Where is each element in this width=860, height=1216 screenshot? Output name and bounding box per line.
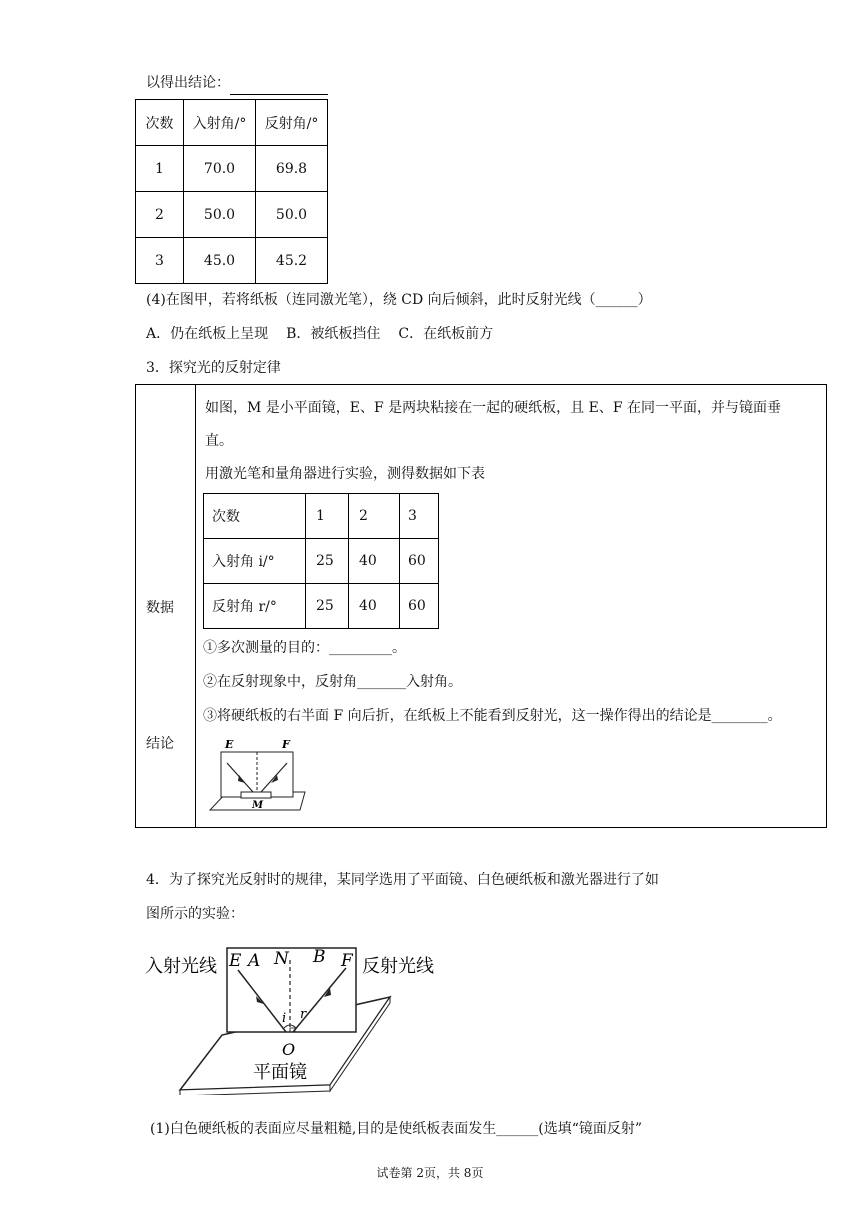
table-cell: 入射角 i/° bbox=[204, 539, 306, 584]
label-a: A bbox=[248, 951, 261, 971]
label-mirror: 平面镜 bbox=[253, 1062, 307, 1083]
table-cell: 45.0 bbox=[184, 238, 256, 284]
label-r: r bbox=[300, 1007, 307, 1022]
conclusion-prompt-text: 以得出结论： bbox=[146, 75, 230, 91]
option-c: C．在纸板前方 bbox=[398, 326, 494, 342]
label-i: i bbox=[282, 1011, 287, 1026]
table-cell: 25 bbox=[306, 539, 349, 584]
label-f: F bbox=[341, 951, 353, 971]
table-cell: 2 bbox=[349, 494, 400, 539]
conclusion-prompt bbox=[146, 72, 328, 95]
table-header-row bbox=[136, 100, 328, 146]
conclusion-2: ②在反射现象中，反射角_______入射角。 bbox=[203, 674, 462, 690]
table-row bbox=[204, 584, 439, 629]
table-row bbox=[136, 192, 328, 238]
table-cell: 50.0 bbox=[256, 192, 328, 238]
table-cell: 3 bbox=[136, 238, 184, 284]
table-cell: 60 bbox=[400, 584, 439, 629]
label-e: E bbox=[225, 738, 234, 751]
q3-data-table bbox=[203, 493, 439, 629]
table-cell: 60 bbox=[400, 539, 439, 584]
label-data: 数据 bbox=[146, 600, 174, 616]
table-cell: 50.0 bbox=[184, 192, 256, 238]
question-4-line2: 图所示的实验： bbox=[146, 906, 244, 922]
page-footer: 试卷第 2页，共 8页 bbox=[376, 1166, 484, 1180]
table-cell: 1 bbox=[306, 494, 349, 539]
label-e: E bbox=[229, 951, 242, 971]
table-header-cell: 次数 bbox=[136, 100, 184, 146]
label-conclusion: 结论 bbox=[146, 736, 174, 752]
option-b: B．被纸板挡住 bbox=[286, 326, 381, 342]
table-cell: 45.2 bbox=[256, 238, 328, 284]
label-reflected-ray: 反射光线 bbox=[362, 956, 434, 977]
table-row bbox=[136, 238, 328, 284]
q4-reflection-figure bbox=[140, 940, 450, 1095]
options-row bbox=[146, 323, 493, 345]
label-m: M bbox=[252, 800, 264, 811]
paperboard bbox=[227, 948, 356, 1032]
table-cell: 40 bbox=[349, 584, 400, 629]
table-cell: 反射角 r/° bbox=[204, 584, 306, 629]
conclusion-1: ①多次测量的目的：_________。 bbox=[203, 640, 406, 656]
question-3-title: 3．探究光的反射定律 bbox=[146, 360, 281, 376]
option-a: A．仍在纸板上呈现 bbox=[146, 326, 269, 342]
question-4-part-1: (1)白色硬纸板的表面应尽量粗糙,目的是使纸板表面发生______(选填“镜面反射” bbox=[150, 1121, 643, 1137]
q3-intro-line1: 如图，M 是小平面镜，E、F 是两块粘接在一起的硬纸板，且 E、F 在同一平面，并与镜面垂 bbox=[205, 400, 782, 416]
table-row bbox=[204, 494, 439, 539]
table-row bbox=[204, 539, 439, 584]
label-o: O bbox=[282, 1040, 296, 1059]
table-cell: 25 bbox=[306, 584, 349, 629]
q3-intro-line3: 用激光笔和量角器进行实验，测得数据如下表 bbox=[205, 466, 485, 482]
small-mirror bbox=[241, 792, 271, 798]
column-divider bbox=[195, 385, 196, 827]
label-n: N bbox=[274, 949, 289, 969]
table-cell: 70.0 bbox=[184, 146, 256, 192]
table-header-cell: 反射角/° bbox=[256, 100, 328, 146]
table-cell: 3 bbox=[400, 494, 439, 539]
q3-mirror-figure bbox=[205, 735, 309, 815]
conclusion-3: ③将硬纸板的右半面 F 向后折，在纸板上不能看到反射光，这一操作得出的结论是________。 bbox=[203, 708, 782, 724]
table-cell: 40 bbox=[349, 539, 400, 584]
question-4-line1: 4．为了探究光反射时的规律，某同学选用了平面镜、白色硬纸板和激光器进行了如 bbox=[146, 872, 659, 888]
label-b: B bbox=[313, 947, 326, 967]
answer-blank bbox=[230, 72, 328, 95]
label-f: F bbox=[282, 738, 290, 751]
q3-intro-line2: 直。 bbox=[205, 433, 233, 449]
table-cell: 次数 bbox=[204, 494, 306, 539]
table-cell: 2 bbox=[136, 192, 184, 238]
question-part-4: (4)在图甲，若将纸板（连同激光笔），绕 CD 向后倾斜，此时反射光线（______） bbox=[146, 292, 652, 308]
table-cell: 69.8 bbox=[256, 146, 328, 192]
label-incident-ray: 入射光线 bbox=[145, 956, 217, 977]
angle-data-table bbox=[135, 99, 328, 284]
table-cell: 1 bbox=[136, 146, 184, 192]
table-header-cell: 入射角/° bbox=[184, 100, 256, 146]
table-row bbox=[136, 146, 328, 192]
